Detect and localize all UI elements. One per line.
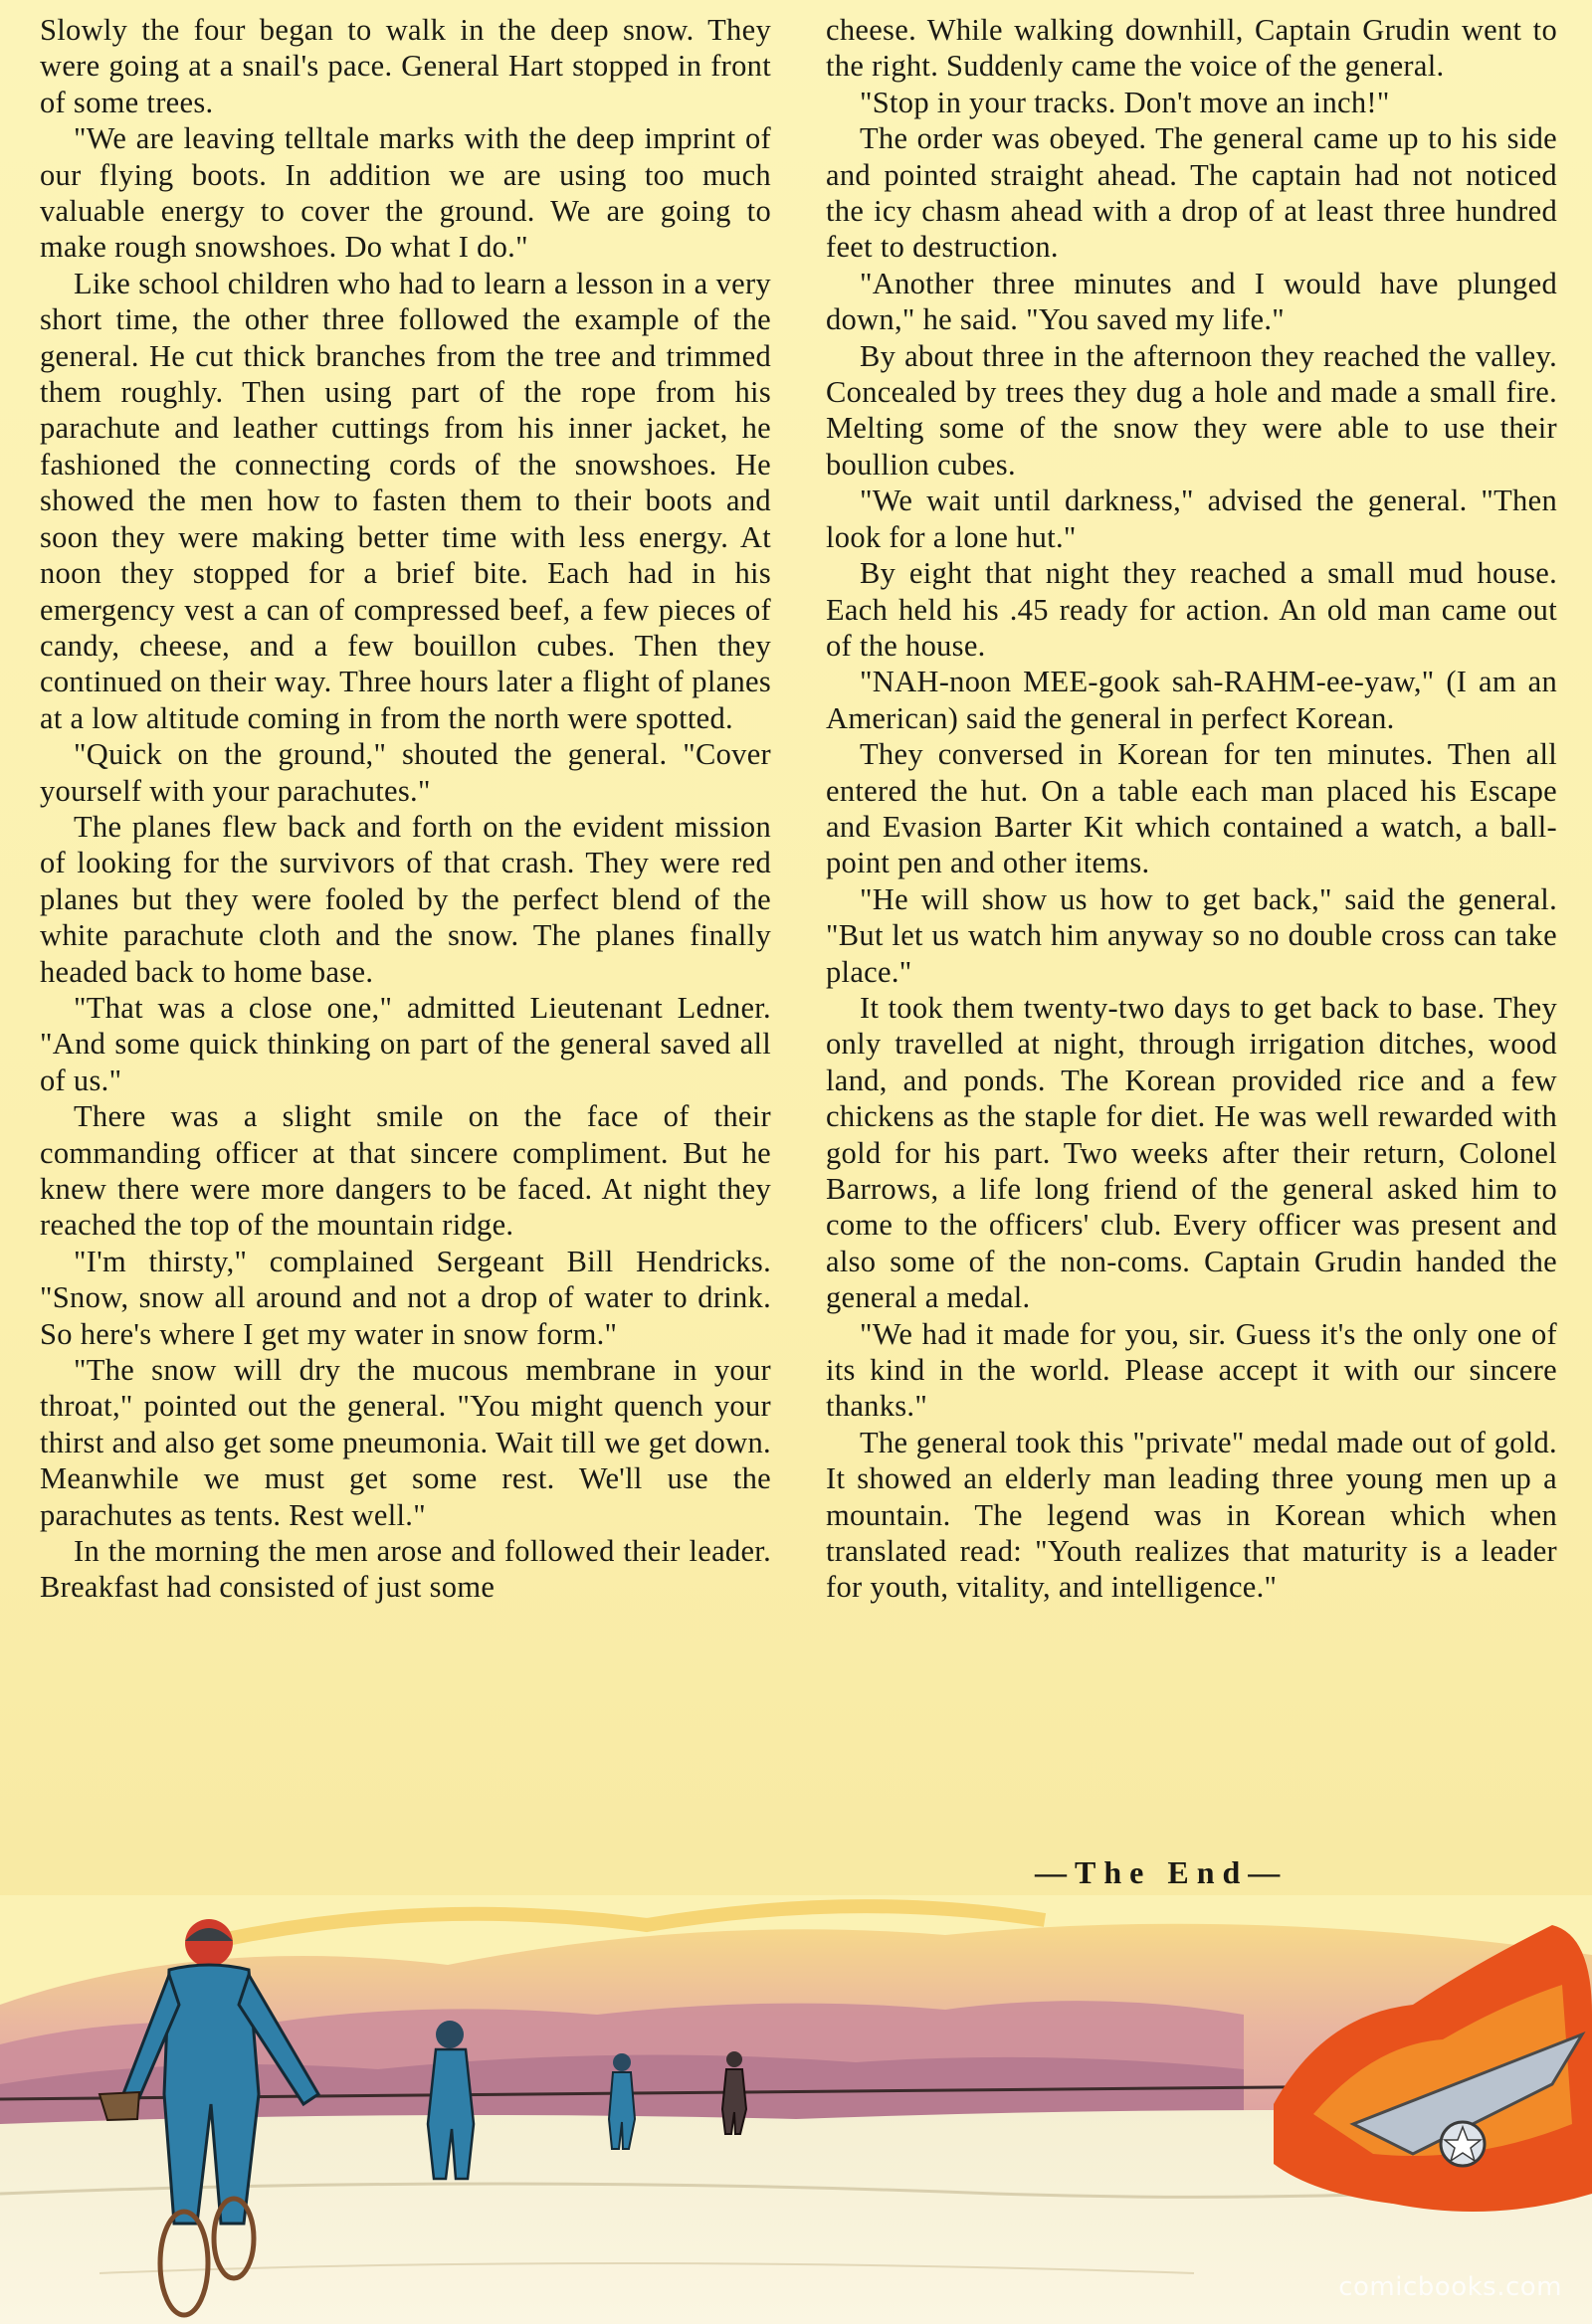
- right-text-column: [826, 12, 1557, 1606]
- paragraph: The order was obeyed. The general came up to his side and pointed straight ahead. The captain had not noticed the icy chasm ahead with a drop of at least three hundred feet to destruction.: [826, 121, 1557, 265]
- paragraph: "Another three minutes and I would have plunged down," he said. "You saved my life.": [826, 266, 1557, 337]
- paragraph: "NAH-noon MEE-gook sah-RAHM-ee-yaw," (I am an American) said the general in perfect Korean.: [826, 665, 1557, 735]
- paragraph: By eight that night they reached a small mud house. Each held his .45 ready for action. An old man came out of the house.: [826, 556, 1557, 663]
- paragraph: "We wait until darkness," advised the general. "Then look for a lone hut.": [826, 484, 1557, 554]
- paragraph: "Quick on the ground," shouted the general. "Cover yourself with your parachutes.": [40, 737, 771, 808]
- paragraph: "I'm thirsty," complained Sergeant Bill Hendricks. "Snow, snow all around and not a drop of water to drink. So here's where I get my water in snow form.": [40, 1244, 771, 1351]
- the-end-marker: —The End—: [1035, 1854, 1289, 1890]
- paragraph: "The snow will dry the mucous membrane in your throat," pointed out the general. "You might quench your thirst and also get some pneumonia. Wait till we get down. Meanwhile we must get some rest. We'll use the parachutes as tents. Rest well.": [40, 1353, 771, 1532]
- paragraph: "He will show us how to get back," said the general. "But let us watch him anyway so no double cross can take place.": [826, 881, 1557, 989]
- paragraph: In the morning the men arose and followed their leader. Breakfast had consisted of just some: [40, 1534, 771, 1605]
- paragraph: It took them twenty-two days to get back to base. They only travelled at night, through irrigation ditches, wood land, and ponds. The Korean provided rice and a few chickens as the staple for diet. He was well rewarded with gold for his part. Two weeks after their return, Colonel Barrows, a life long friend of the general asked him to come to the officers' club. Every officer was present and also some of the non-coms. Captain Grudin handed the general a medal.: [826, 990, 1557, 1315]
- paragraph: Slowly the four began to walk in the deep snow. They were going at a snail's pace. General Hart stopped in front of some trees.: [40, 13, 771, 119]
- paragraph: Like school children who had to learn a lesson in a very short time, the other three followed the example of the general. He cut thick branches from the tree and trimmed them roughly. Then using part of the rope from his parachute and leather cuttings from his inner jacket, he fashioned the connecting cords of the snowshoes. He showed the men how to fasten them to their boots and soon they were making better time with less energy. At noon they stopped for a brief bite. Each had in his emergency vest a can of compressed beef, a few pieces of candy, cheese, and a few bouillon cubes. Then they continued on their way. Three hours later a flight of planes at a low altitude coming in from the north were spotted.: [40, 266, 771, 735]
- snow-trek-illustration: [0, 1895, 1592, 2324]
- site-watermark: comicbooks.com: [1338, 2272, 1562, 2302]
- paragraph: "That was a close one," admitted Lieutenant Ledner. "And some quick thinking on part of the general saved all of us.": [40, 990, 771, 1097]
- paragraph: "Stop in your tracks. Don't move an inch!": [860, 85, 1390, 119]
- paragraph: "We are leaving telltale marks with the deep imprint of our flying boots. In addition we are using too much valuable energy to cover the ground. We are going to make rough snowshoes. Do what I do.": [40, 121, 771, 265]
- paragraph: cheese. While walking downhill, Captain Grudin went to the right. Suddenly came the voice of the general.: [826, 13, 1557, 84]
- left-text-column: [40, 12, 771, 1606]
- paragraph: "We had it made for you, sir. Guess it's the only one of its kind in the world. Please accept it with our sincere thanks.": [826, 1316, 1557, 1424]
- paragraph: There was a slight smile on the face of their commanding officer at that sincere compliment. But he knew there were more dangers to be faced. At night they reached the top of the mountain ridge.: [40, 1099, 771, 1243]
- paragraph: The planes flew back and forth on the evident mission of looking for the survivors of that crash. They were red planes but they were fooled by the perfect blend of the white parachute cloth and the snow. The planes finally headed back to home base.: [40, 809, 771, 989]
- paragraph: By about three in the afternoon they reached the valley. Concealed by trees they dug a hole and made a small fire. Melting some of the snow they were able to use their boullion cubes.: [826, 338, 1557, 482]
- paragraph: The general took this "private" medal made out of gold. It showed an elderly man leading three young men up a mountain. The legend was in Korean which when translated read: "Youth realizes that maturity is a leader for youth, vitality, and intelligence.": [826, 1425, 1557, 1605]
- paragraph: They conversed in Korean for ten minutes. Then all entered the hut. On a table each man placed his Escape and Evasion Barter Kit which contained a watch, a ball-point pen and other items.: [826, 737, 1557, 880]
